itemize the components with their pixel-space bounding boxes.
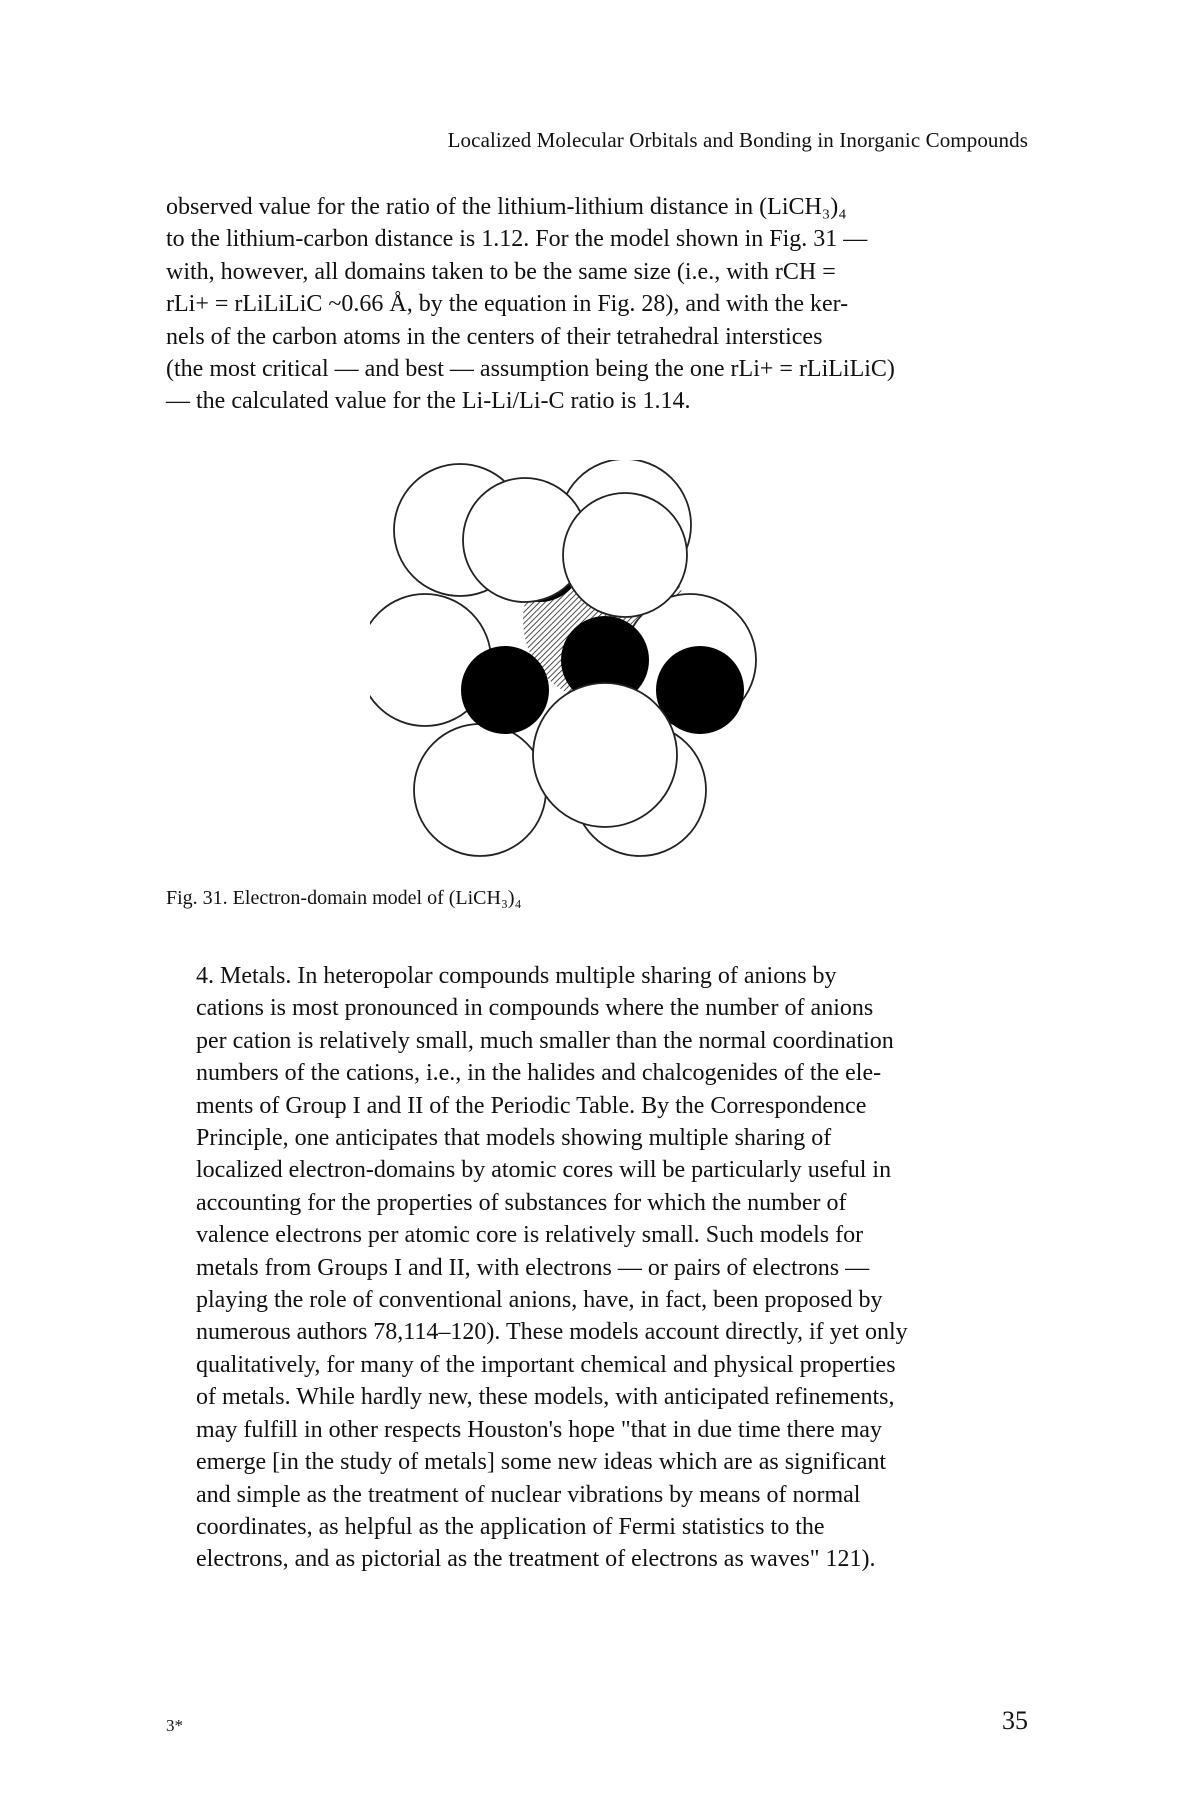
paragraph-1-line: nels of the carbon atoms in the centers of their tetrahedral interstices [166,323,823,350]
paragraph-1-line: rLi+ = rLiLiLiC ~0.66 Å, by the equation in Fig. 28), and with the ker- [166,291,849,318]
paragraph-2-line: valence electrons per atomic core is relatively small. Such models for [196,1222,864,1249]
running-head: Localized Molecular Orbitals and Bonding in Inorganic Compounds [447,128,1028,152]
paragraph-1 [166,191,1024,418]
paragraph-2-line: numbers of the cations, i.e., in the halides and chalcogenides of the ele- [196,1060,882,1087]
outer-domain-circle [414,724,546,856]
paragraph-2-line: numerous authors 78,114–120). These models account directly, if yet only [196,1319,908,1346]
paragraph-2-line: 4. Metals. In heteropolar compounds multiple sharing of anions by [196,963,837,989]
paragraph-2-line: may fulfill in other respects Houston's hope "that in due time there may [196,1416,882,1443]
paragraph-2-line: per cation is relatively small, much smaller than the normal coordination [196,1027,894,1054]
paragraph-2 [166,960,1024,1576]
front-domain-circle [563,493,687,617]
paragraph-2-line: coordinates, as helpful as the application of Fermi statistics to the [196,1513,825,1540]
paragraph-2-line: accounting for the properties of substances for which the number of [196,1189,847,1216]
paragraph-1-line: — the calculated value for the Li-Li/Li-C ratio is 1.14. [166,388,691,415]
black-core-circle [461,646,549,734]
footer-signature: 3* [166,1716,183,1735]
paragraph-2-line: Principle, one anticipates that models showing multiple sharing of [196,1125,832,1152]
paragraph-2-line: localized electron-domains by atomic cores will be particularly useful in [196,1157,892,1184]
paragraph-1-line: with, however, all domains taken to be the same size (i.e., with rCH = [166,258,836,285]
paragraph-2-line: metals from Groups I and II, with electrons — or pairs of electrons — [196,1254,870,1281]
paragraph-2-line: ments of Group I and II of the Periodic Table. By the Correspondence [196,1092,867,1119]
page-number: 35 [1002,1706,1028,1735]
paragraph-2-line: playing the role of conventional anions, have, in fact, been proposed by [196,1287,883,1314]
paragraph-2-line: of metals. While hardly new, these models, with anticipated refinements, [196,1384,895,1411]
paragraph-2-line: emerge [in the study of metals] some new ideas which are as significant [196,1449,887,1476]
front-domain-circle [533,683,677,827]
figure-caption: Fig. 31. Electron-domain model of (LiCH₃)₄ [166,887,522,909]
paragraph-2-line: cations is most pronounced in compounds where the number of anions [196,995,874,1022]
paragraph-1-line: (the most critical — and best — assumption being the one rLi+ = rLiLiLiC) [166,356,895,383]
paragraph-2-line: and simple as the treatment of nuclear vibrations by means of normal [196,1481,861,1508]
paragraph-2-line: qualitatively, for many of the important chemical and physical properties [196,1351,896,1378]
paragraph-1-line: observed value for the ratio of the lithium-lithium distance in (LiCH₃)₄ [166,194,847,220]
paragraph-1-line: to the lithium-carbon distance is 1.12. For the model shown in Fig. 31 — [166,226,868,253]
electron-domain-figure [370,460,840,880]
paragraph-2-line: electrons, and as pictorial as the treatment of electrons as waves" 121). [196,1546,876,1573]
